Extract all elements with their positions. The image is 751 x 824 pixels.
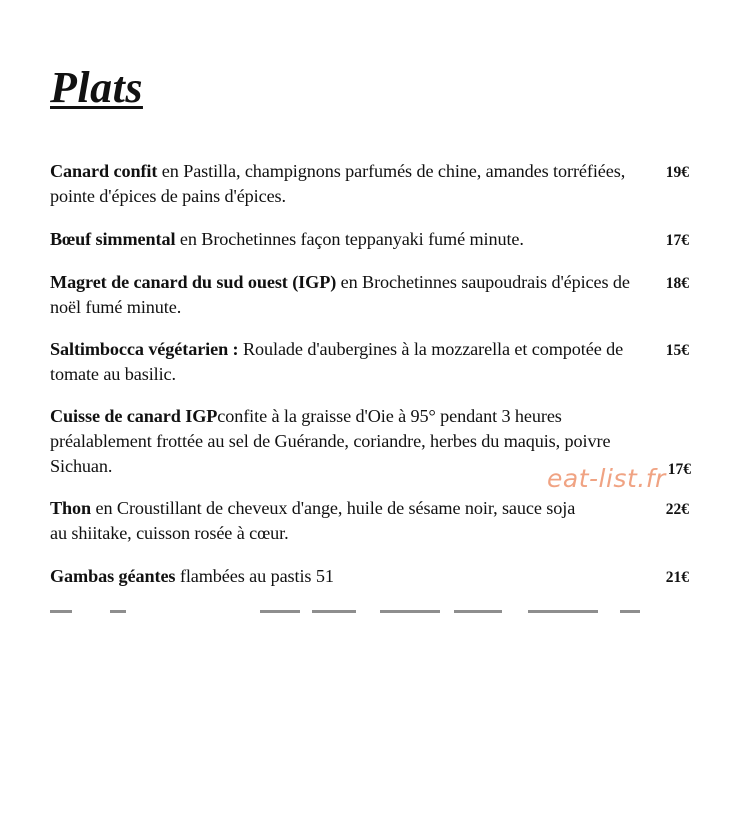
menu-item-magret-de-canard [50,270,695,320]
menu-item-price: 19€ [665,164,689,181]
cropped-text-line [50,604,640,613]
watermark: eat-list.fr [547,464,666,493]
page-title: Plats [50,63,143,112]
menu-item-name: Magret de canard du sud ouest (IGP) [50,272,337,292]
menu-item-canard-confit [50,159,695,209]
menu-item-name: Bœuf simmental [50,229,176,249]
menu-item-gambas-geantes [50,564,695,589]
menu-item-description [50,227,657,252]
menu-item-saltimbocca [50,337,695,387]
menu-item-text: en Brochetinnes saupoudrais d'épices de noël fumé minute. [50,272,630,317]
menu-item-name: Saltimbocca végétarien : [50,339,239,359]
menu-item-text: en Brochetinnes façon teppanyaki fumé minute. [175,229,524,249]
menu-item-price: 15€ [665,342,689,359]
menu-item-price: 21€ [665,569,689,586]
menu-item-text: Roulade d'aubergines à la mozzarella et compotée de tomate au basilic. [50,339,624,384]
menu-item-thon [50,496,695,546]
menu-item-text: en Pastilla, champignons parfumés de chine, amandes torréfiées, pointe d'épices de pains d'épices. [50,161,626,206]
menu-item-name: Gambas géantes [50,566,176,586]
menu-item-text: flambées au pastis 51 [175,566,334,586]
menu-item-name: Thon [50,498,92,518]
menu-item-price: 17€ [667,461,691,478]
menu-item-price: 22€ [665,501,689,518]
menu-item-text: en Croustillant de cheveux d'ange, huile de sésame noir, sauce soja au shiitake, cuisson rosée à cœur. [50,498,576,543]
menu-item-description [50,270,657,320]
menu-item-name: Canard confit [50,161,158,181]
menu-item-text: confite à la graisse d'Oie à 95° pendant 3 heures préalablement frottée au sel de Guérande, coriandre, herbes du maquis, poivre Sichuan. [50,406,611,476]
menu-item-price: 17€ [665,232,689,249]
menu-item-description [50,496,590,546]
menu-item-description [50,337,657,387]
menu-item-price: 18€ [665,275,689,292]
menu-item-description [50,159,657,209]
menu-item-description [50,564,657,589]
menu-item-name: Cuisse de canard IGP [50,406,218,426]
menu-item-boeuf-simmental [50,227,695,252]
